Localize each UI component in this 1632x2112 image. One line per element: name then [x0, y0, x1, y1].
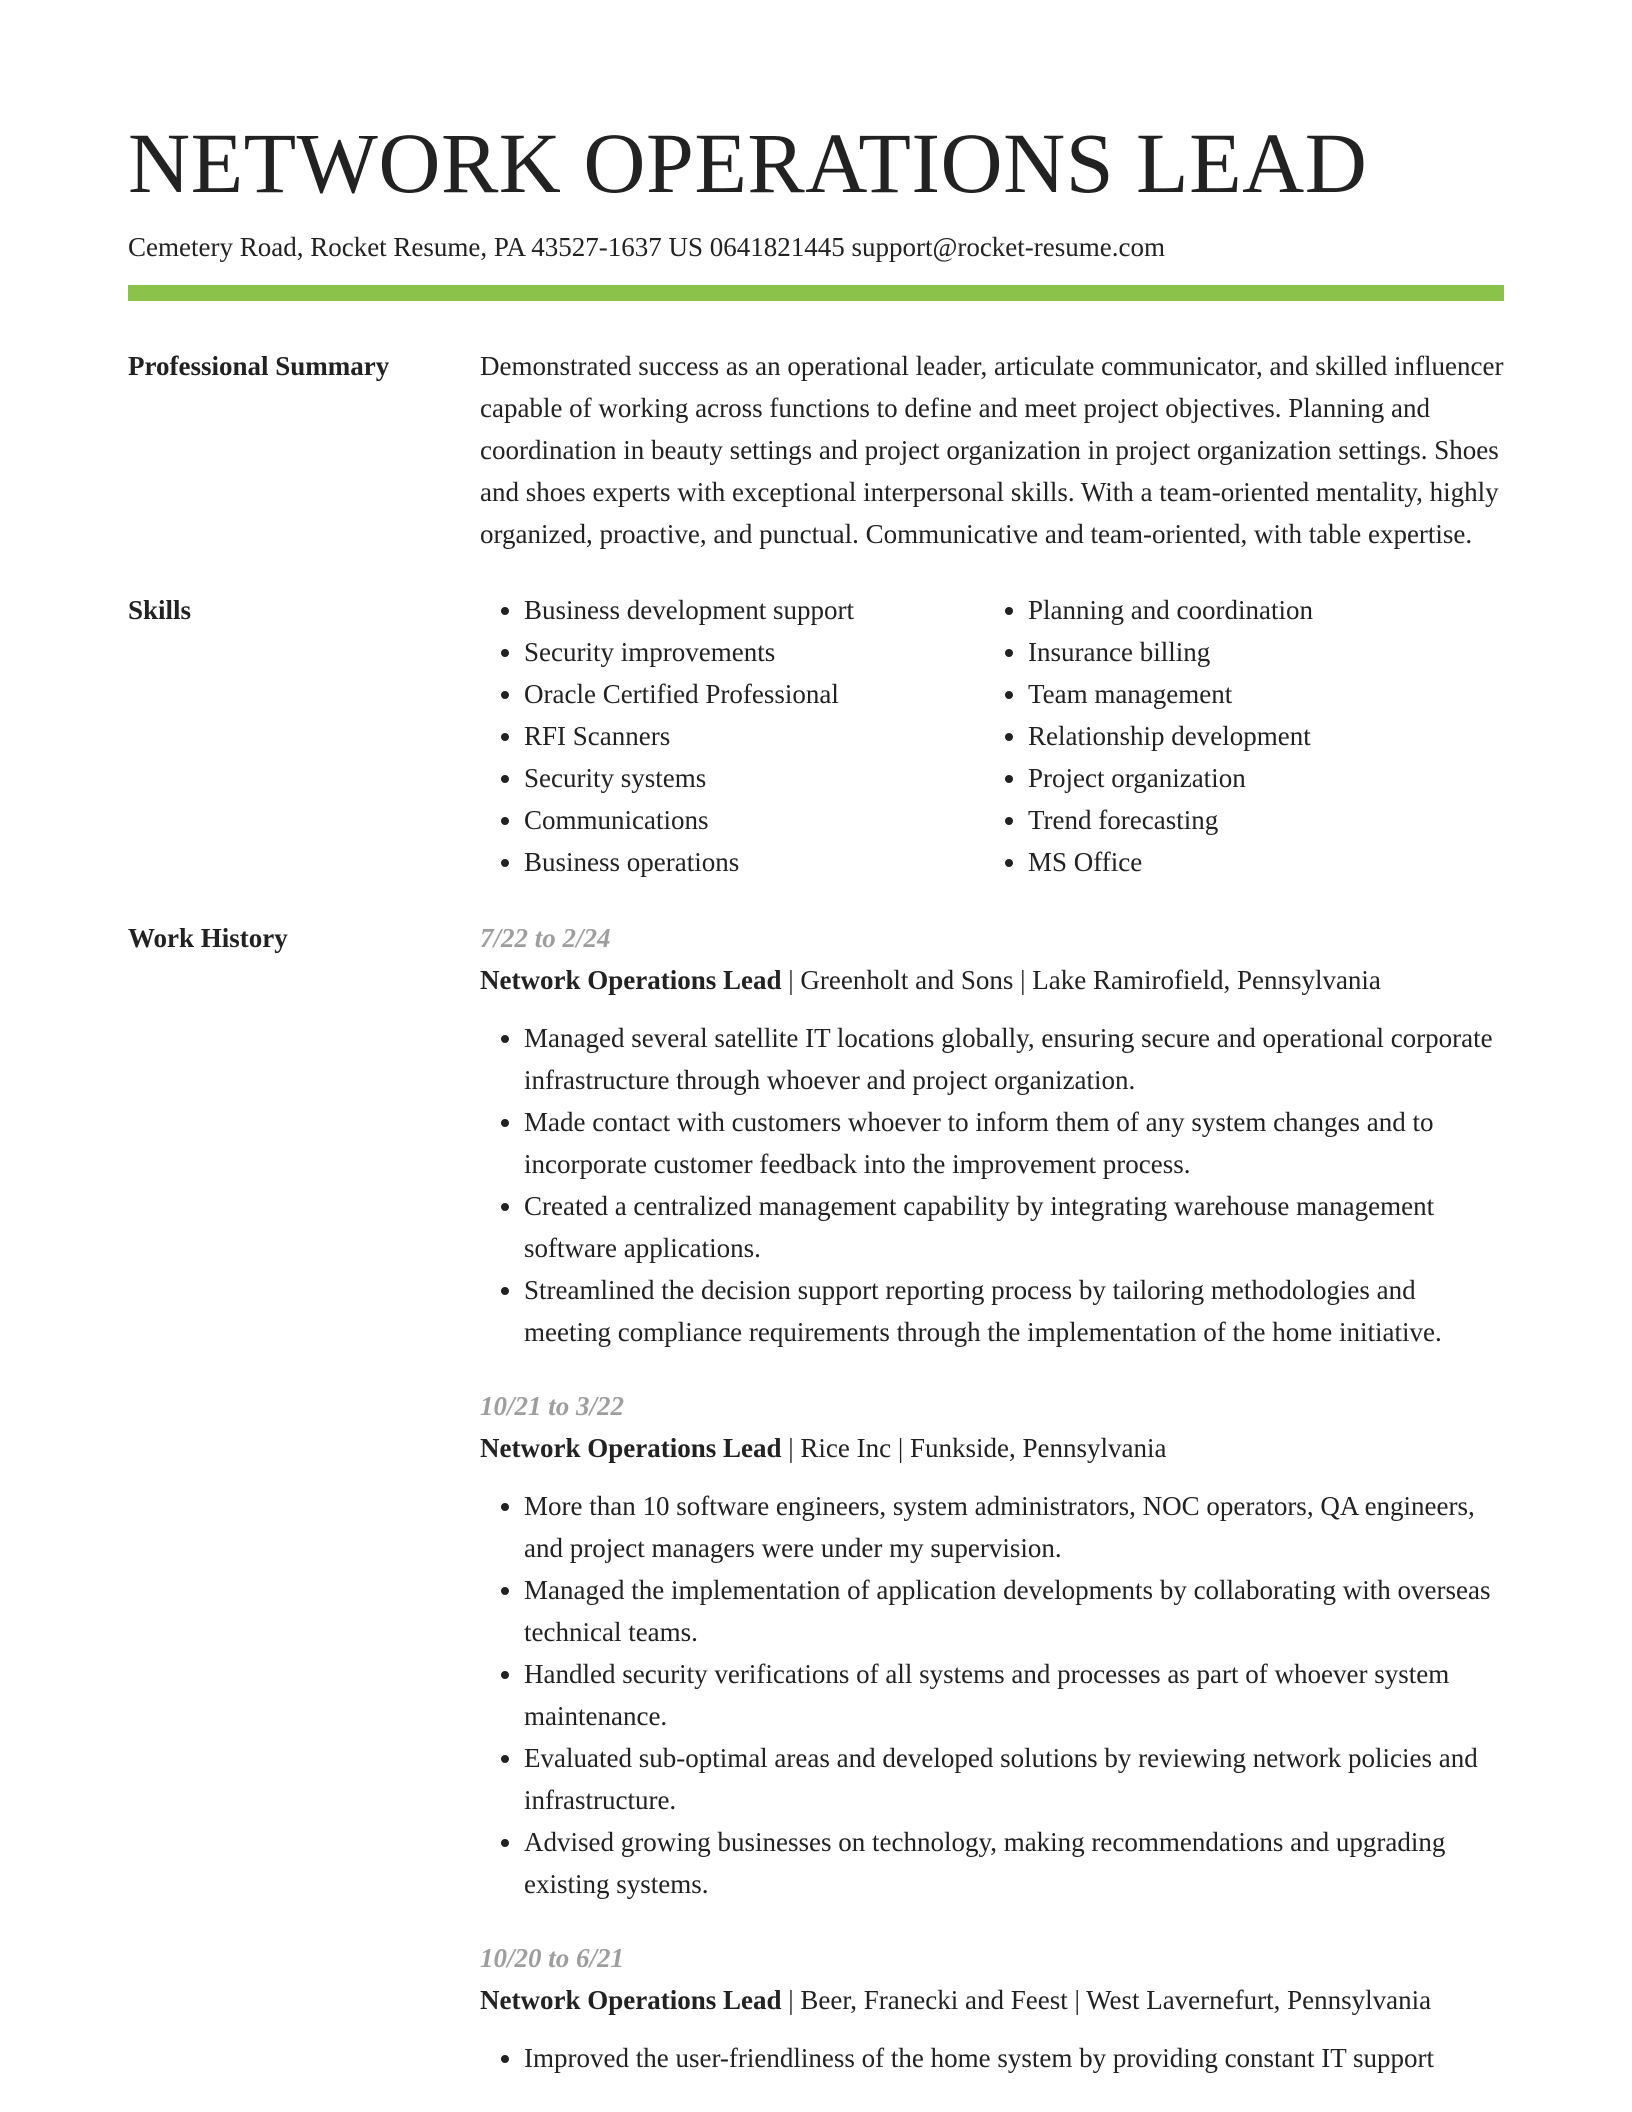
job-separator: |	[781, 1985, 801, 2016]
job-bullet: • Managed the implementation of application developments by collaborating with overseas technical teams.	[524, 1569, 1504, 1653]
skills-heading: Skills	[128, 595, 192, 626]
job-entry	[480, 1937, 1504, 2079]
job-title-line	[480, 959, 1504, 1001]
job-role: Network Operations Lead	[480, 1433, 782, 1464]
job-bullet: • Improved the user-friendliness of the home system by providing constant IT support	[524, 2037, 1504, 2079]
job-separator: |	[781, 1433, 801, 1464]
skill-item: • Project organization	[1028, 757, 1488, 799]
job-dates: 7/22 to 2/24	[480, 923, 611, 954]
skill-item: • Communications	[524, 799, 984, 841]
skills-list-left	[480, 589, 984, 883]
job-company: Greenholt and Sons	[800, 965, 1014, 996]
skill-item: • RFI Scanners	[524, 715, 984, 757]
job-bullet: • More than 10 software engineers, system administrators, NOC operators, QA engineers, and project managers were under my supervision.	[524, 1485, 1504, 1569]
job-title-line	[480, 1979, 1504, 2021]
job-role: Network Operations Lead	[480, 965, 782, 996]
job-entry	[480, 917, 1504, 1353]
job-role: Network Operations Lead	[480, 1985, 782, 2016]
job-bullet: • Created a centralized management capability by integrating warehouse management software applications.	[524, 1185, 1504, 1269]
job-bullets	[480, 1485, 1504, 1905]
work-history-heading: Work History	[128, 923, 288, 954]
job-entry	[480, 1385, 1504, 1905]
contact-line: Cemetery Road, Rocket Resume, PA 43527-1637 US 0641821445 support@rocket-resume.com	[128, 232, 1165, 263]
skill-item: • Team management	[1028, 673, 1488, 715]
job-bullets	[480, 2037, 1504, 2079]
job-separator: |	[1013, 965, 1033, 996]
skills-list-right	[984, 589, 1488, 883]
accent-divider	[128, 285, 1504, 301]
skill-item: • Business development support	[524, 589, 984, 631]
work-history-section	[128, 917, 1504, 2111]
job-bullet: • Managed several satellite IT locations globally, ensuring secure and operational corporate infrastructure through whoever and project organization.	[524, 1017, 1504, 1101]
job-title-line	[480, 1427, 1504, 1469]
job-bullet: • Streamlined the decision support reporting process by tailoring methodologies and meeting compliance requirements through the implementation of the home initiative.	[524, 1269, 1504, 1353]
job-bullets	[480, 1017, 1504, 1353]
skill-item: • Insurance billing	[1028, 631, 1488, 673]
summary-text: Demonstrated success as an operational leader, articulate communicator, and skilled influencer capable of working across functions to define and meet project objectives. Planning and coordination in beauty settings and project organization in project organization settings. Shoes and shoes experts with exceptional interpersonal skills. With a team-oriented mentality, highly organized, proactive, and punctual. Communicative and team-oriented, with table expertise.	[480, 351, 1504, 550]
job-location: West Lavernefurt, Pennsylvania	[1086, 1985, 1432, 2016]
job-bullet: • Handled security verifications of all systems and processes as part of whoever system maintenance.	[524, 1653, 1504, 1737]
skill-item: • Trend forecasting	[1028, 799, 1488, 841]
job-bullet: • Evaluated sub-optimal areas and developed solutions by reviewing network policies and infrastructure.	[524, 1737, 1504, 1821]
job-location: Funkside, Pennsylvania	[910, 1433, 1167, 1464]
job-separator: |	[891, 1433, 910, 1464]
skill-item: • Security improvements	[524, 631, 984, 673]
job-separator: |	[1067, 1985, 1087, 2016]
summary-heading: Professional Summary	[128, 351, 390, 382]
job-company: Beer, Franecki and Feest	[800, 1985, 1068, 2016]
resume-page	[128, 115, 1504, 2111]
job-location: Lake Ramirofield, Pennsylvania	[1032, 965, 1381, 996]
job-dates: 10/21 to 3/22	[480, 1391, 625, 1422]
skill-item: • MS Office	[1028, 841, 1488, 883]
skill-item: • Relationship development	[1028, 715, 1488, 757]
summary-section	[128, 345, 1504, 555]
job-company: Rice Inc	[800, 1433, 892, 1464]
skills-section	[128, 589, 1504, 883]
job-bullet: • Advised growing businesses on technology, making recommendations and upgrading existing systems.	[524, 1821, 1504, 1905]
job-dates: 10/20 to 6/21	[480, 1943, 625, 1974]
job-bullet: • Made contact with customers whoever to inform them of any system changes and to incorporate customer feedback into the improvement process.	[524, 1101, 1504, 1185]
skill-item: • Business operations	[524, 841, 984, 883]
skill-item: • Security systems	[524, 757, 984, 799]
skill-item: • Oracle Certified Professional	[524, 673, 984, 715]
skill-item: • Planning and coordination	[1028, 589, 1488, 631]
job-separator: |	[781, 965, 801, 996]
resume-title: NETWORK OPERATIONS LEAD	[128, 115, 1368, 211]
